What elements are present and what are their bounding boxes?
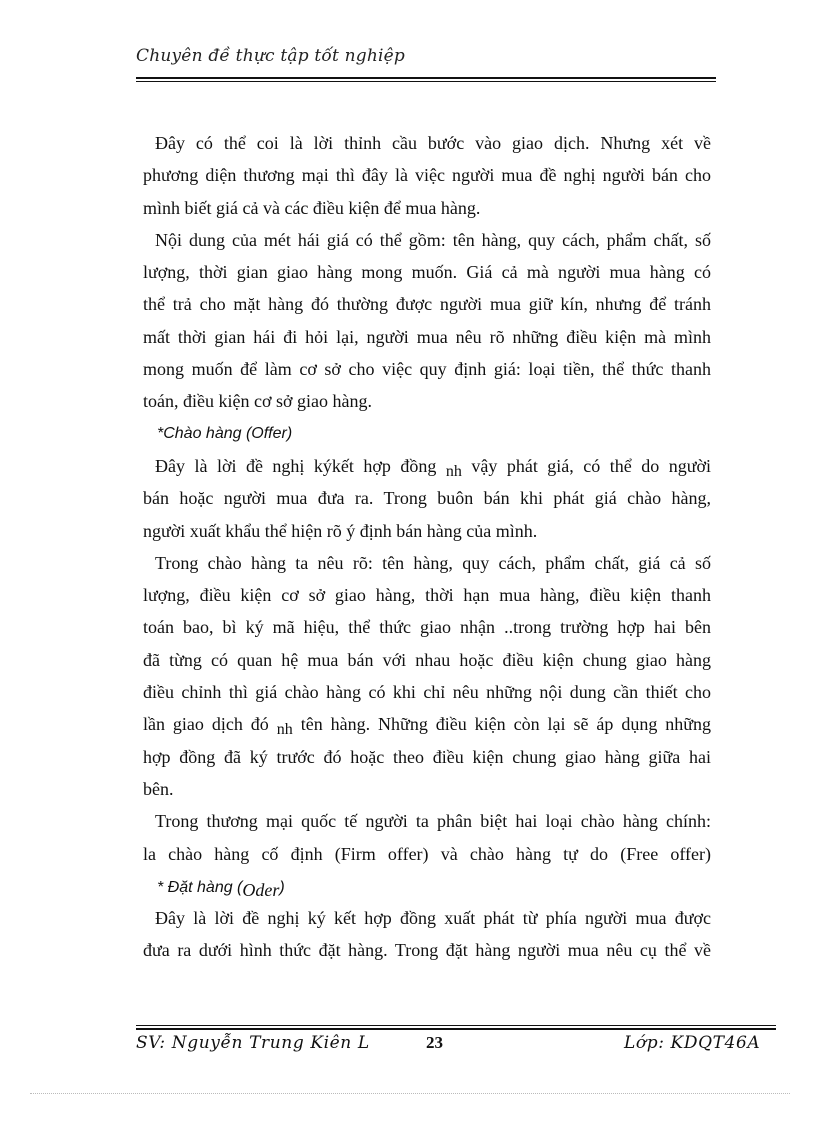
- heading-fragment: Oder: [242, 879, 280, 900]
- text-line: Đây là lời đề nghị ký kết hợp đồng xuất phát từ phía người mua được: [155, 908, 711, 929]
- header-rule-thin: [136, 81, 716, 82]
- text-segment: lần giao dịch đó: [143, 714, 269, 735]
- text-line: la chào hàng cố định (Firm offer) và chào hàng tự do (Free offer): [143, 843, 711, 864]
- text-segment: tên hàng. Những điều kiện còn lại sẽ áp dụng những: [300, 714, 712, 735]
- page-number: 23: [426, 1033, 443, 1052]
- header-rule-thick: [136, 77, 716, 79]
- text-line: lượng, điều kiện cơ sở giao hàng, thời hạn mua hàng, điều kiện thanh: [143, 585, 711, 606]
- page-bottom-dotted-border: [30, 1093, 790, 1094]
- text-line: thể trả cho mặt hàng đó thường được người mua giữ kín, nhưng để tránh: [143, 294, 711, 315]
- text-fragment: nh: [276, 721, 293, 739]
- text-line: hợp đồng đã ký trước đó hoặc theo điều kiện chung giao hàng giữa hai: [143, 746, 711, 767]
- running-header-title: Chuyên đề thực tập tốt nghiệp: [136, 46, 406, 66]
- text-line: bên.: [143, 778, 174, 799]
- text-line: mất thời gian hái đi hỏi lại, người mua nêu rõ những điều kiện mà mình: [143, 326, 711, 347]
- text-line: đã từng có quan hệ mua bán với nhau hoặc điều kiện chung giao hàng: [143, 649, 711, 670]
- text-line: [143, 708, 711, 740]
- heading-segment: ): [279, 878, 285, 896]
- text-fragment: nh: [445, 462, 462, 480]
- text-line: toán bao, bì ký mã hiệu, thể thức giao nhận ..trong trường hợp hai bên: [143, 617, 711, 638]
- text-line: bán hoặc người mua đưa ra. Trong buôn bán khi phát giá chào hàng,: [143, 488, 711, 509]
- text-line: [143, 450, 711, 482]
- section-heading-offer: *Chào hàng (Offer): [157, 424, 293, 442]
- text-line: phương diện thương mại thì đây là việc người mua đề nghị người bán cho: [143, 165, 711, 186]
- text-segment: vậy phát giá, có thể do người: [471, 455, 711, 476]
- body-text: [143, 127, 711, 967]
- text-line: Nội dung của mét hái giá có thể gồm: tên hàng, quy cách, phẩm chất, số: [155, 229, 711, 250]
- text-line: người xuất khẩu thể hiện rõ ý định bán hàng của mình.: [143, 520, 538, 541]
- text-line: Đây có thể coi là lời thỉnh cầu bước vào giao dịch. Nhưng xét về: [155, 133, 711, 153]
- section-heading-order: [143, 870, 711, 902]
- text-line: Trong thương mại quốc tế người ta phân biệt hai loại chào hàng chính:: [155, 811, 711, 832]
- text-segment: Đây là lời đề nghị kýkết hợp đồng: [155, 455, 437, 476]
- text-line: toán, điều kiện cơ sở giao hàng.: [143, 391, 372, 412]
- footer-rule-thin: [136, 1025, 776, 1026]
- text-line: đưa ra dưới hình thức đặt hàng. Trong đặt hàng người mua nêu cụ thể về: [143, 940, 711, 961]
- text-line: mình biết giá cả và các điều kiện để mua hàng.: [143, 197, 481, 218]
- heading-segment: * Đặt hàng (: [157, 878, 243, 896]
- text-line: lượng, thời gian giao hàng mong muốn. Giá cả mà người mua hàng có: [143, 262, 711, 283]
- text-line: điều chỉnh thì giá chào hàng có khi chỉ nêu những nội dung cần thiết cho: [143, 682, 711, 703]
- text-line: mong muốn để làm cơ sở cho việc quy định giá: loại tiền, thể thức thanh: [143, 359, 711, 380]
- footer-student-name: SV: Nguyễn Trung Kiên L: [136, 1033, 370, 1053]
- footer-rule-thick: [136, 1028, 776, 1030]
- text-line: Trong chào hàng ta nêu rõ: tên hàng, quy cách, phẩm chất, giá cả số: [155, 552, 711, 573]
- footer-class-label: Lớp: KDQT46A: [624, 1033, 761, 1053]
